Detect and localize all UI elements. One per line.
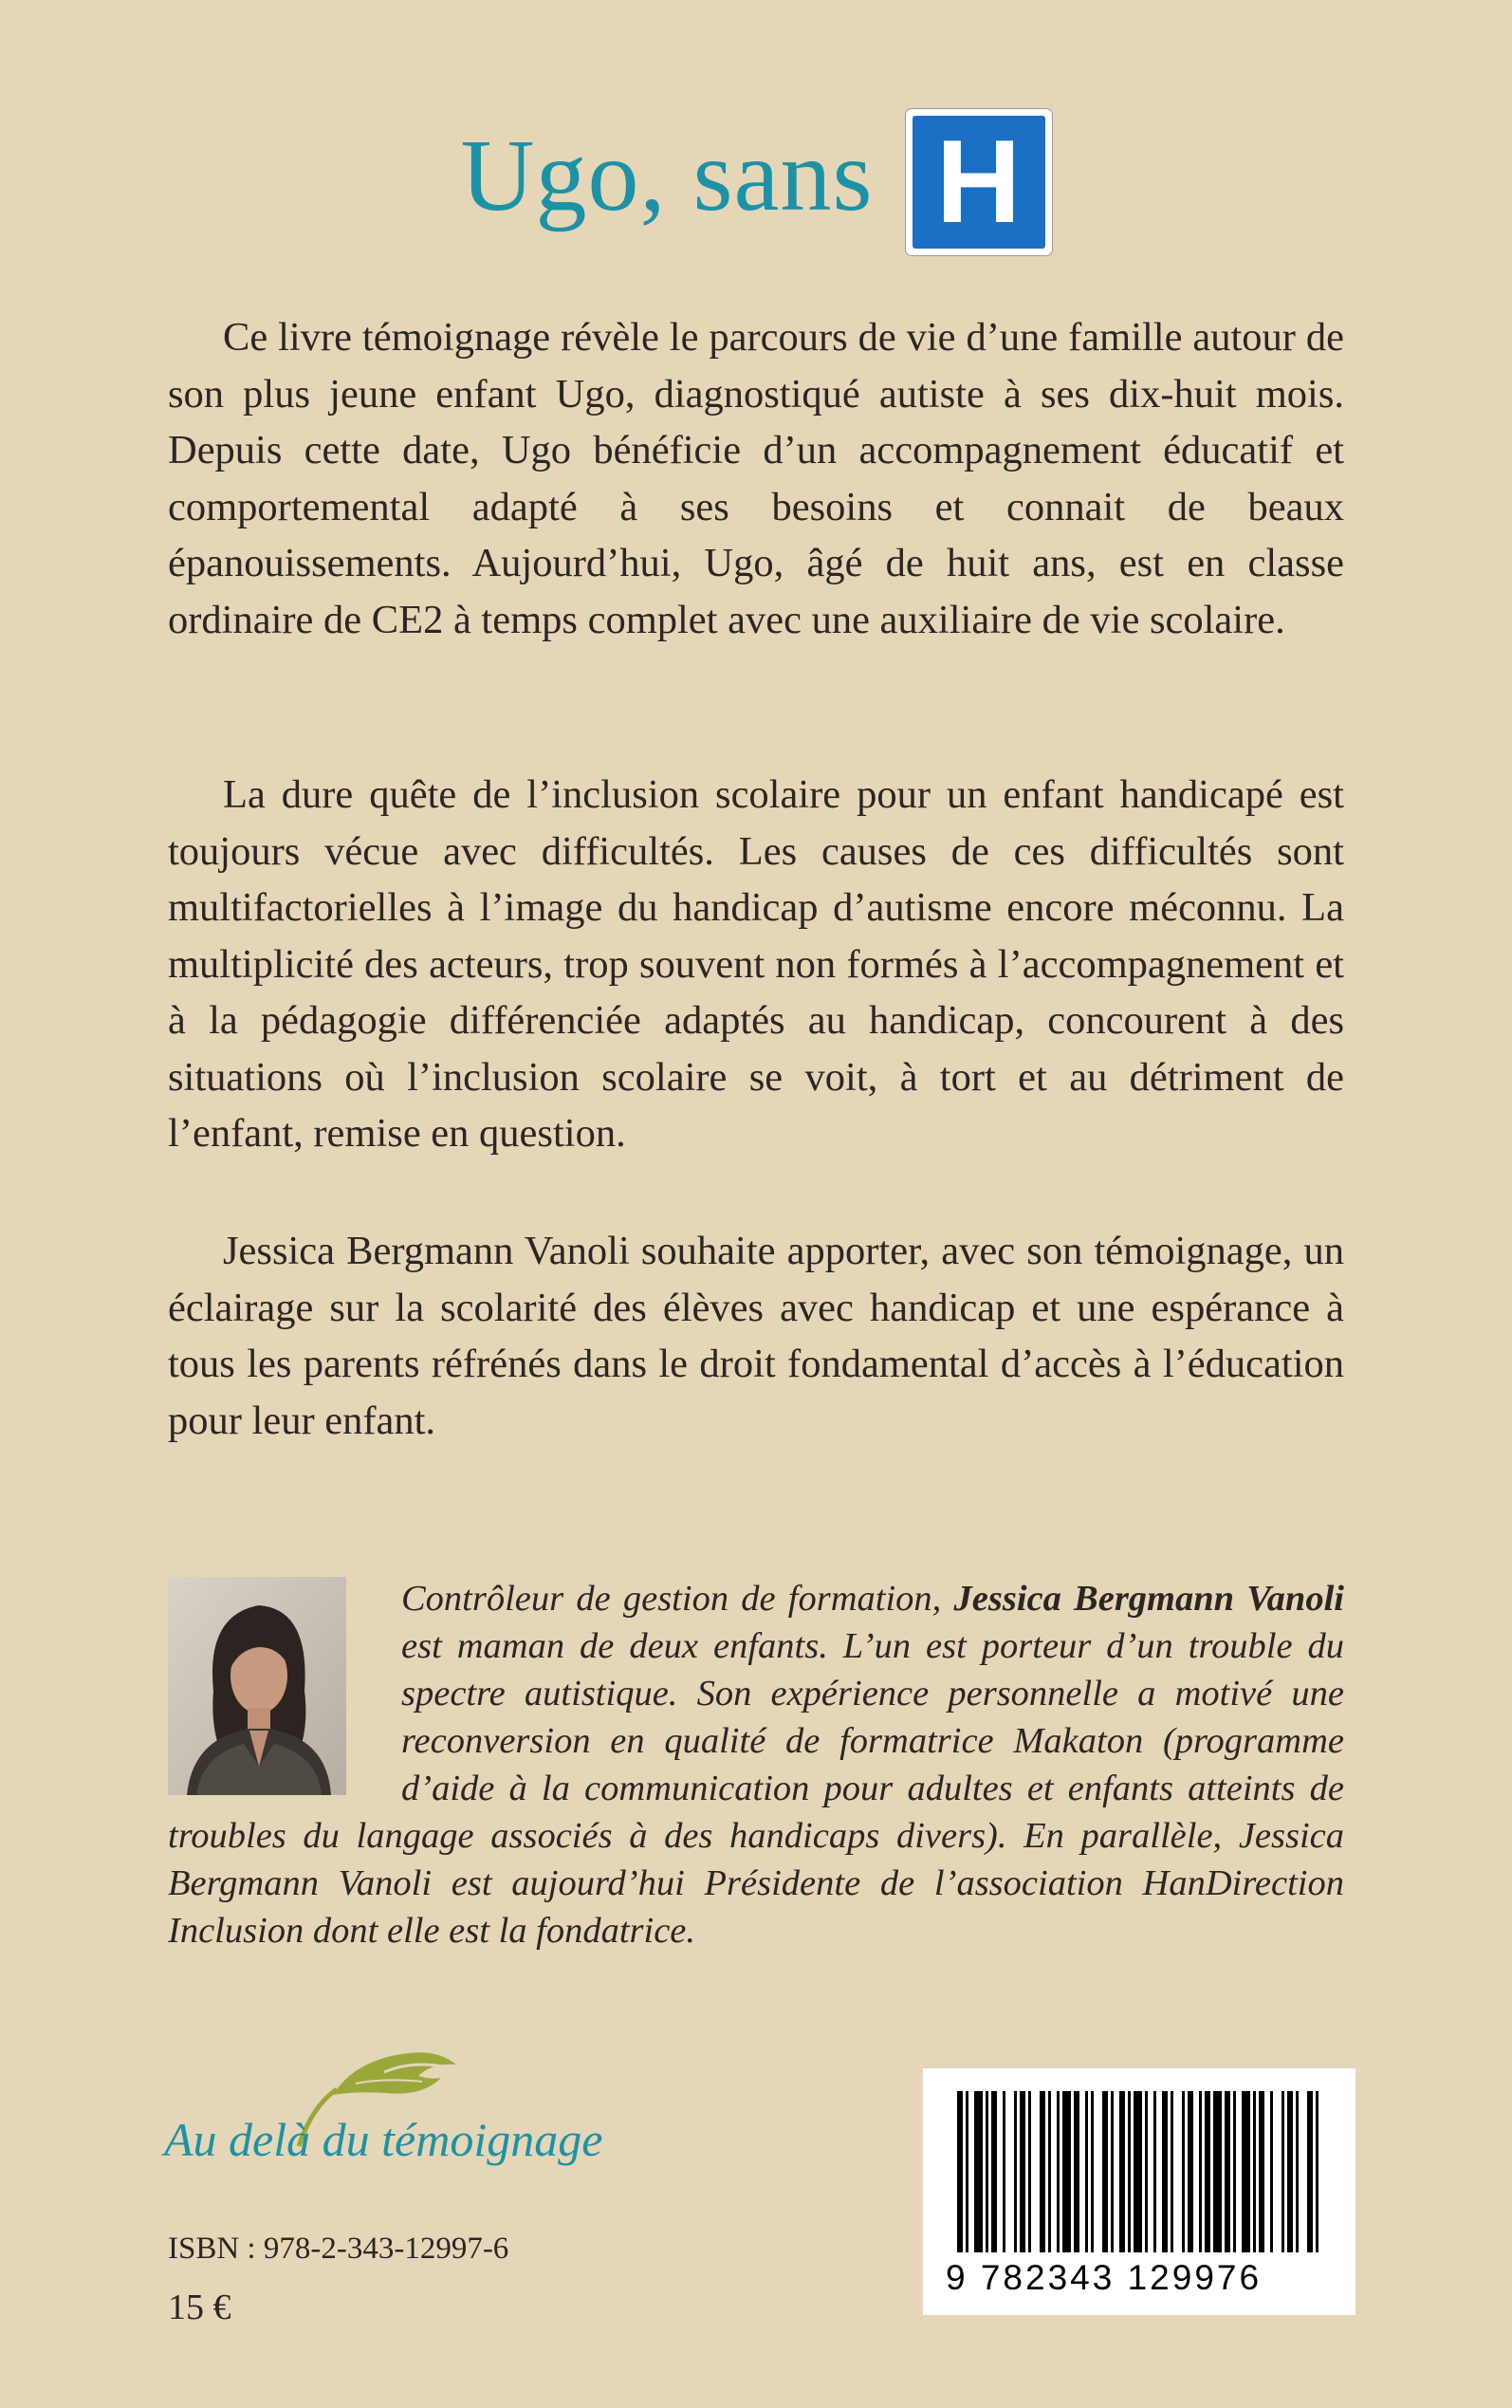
barcode-bar — [1119, 2091, 1125, 2252]
barcode-bar — [966, 2091, 968, 2252]
barcode-bar — [1182, 2091, 1185, 2252]
barcode-bar — [1014, 2091, 1017, 2252]
barcode-bar — [1062, 2091, 1071, 2252]
paragraph-text: Ce livre témoignage révèle le parcours de vie d’une famille autour de son plus jeune enfant Ugo, diagnostiqué autiste à ses dix-huit mois. Depuis cette date, Ugo bénéficie d’un accompagnement éducatif et comportemental adapté à ses besoins et connait de beaux épanouissements. Aujourd’hui, Ugo, âgé de huit ans, est en classe ordinaire de CE2 à temps complet avec une auxiliaire de vie scolaire. — [168, 315, 1344, 642]
barcode-bar — [1057, 2091, 1060, 2252]
paragraph-text: Jessica Bergmann Vanoli souhaite apporter, avec son témoignage, un éclairage sur la scolarité des élèves avec handicap et une espérance à tous les parents réfrénés dans le droit fondamental d’accès à l’éducation pour leur enfant. — [168, 1229, 1344, 1443]
hospital-sign-letter: H — [913, 116, 1045, 249]
barcode-bar — [1259, 2091, 1264, 2252]
collection-name: Au delà du témoignage — [164, 2113, 603, 2166]
barcode-bar — [1316, 2091, 1318, 2252]
author-bio — [168, 1575, 1344, 1954]
barcode-bar — [1233, 2091, 1236, 2252]
barcode-bar — [1213, 2091, 1222, 2252]
barcode-bar — [986, 2091, 988, 2252]
barcode-bar — [1188, 2091, 1193, 2252]
barcode-bar — [1128, 2091, 1131, 2252]
bio-lead: Contrôleur de gestion de formation, — [401, 1579, 954, 1619]
hospital-sign-icon — [906, 109, 1052, 255]
barcode-bar — [991, 2091, 997, 2252]
barcode-bar — [1020, 2091, 1025, 2252]
barcode-bars — [923, 2068, 1355, 2258]
barcode-bar — [1074, 2091, 1079, 2252]
barcode-bar — [974, 2091, 983, 2252]
title-row — [0, 109, 1512, 255]
barcode-bar — [1111, 2091, 1114, 2252]
barcode-digits: 9 782343 129976 — [946, 2258, 1263, 2297]
barcode-bar — [1287, 2091, 1293, 2252]
bio-author-name: Jessica Bergmann Vanoli — [953, 1579, 1344, 1619]
barcode-bar — [1205, 2091, 1210, 2252]
paragraph-text: La dure quête de l’inclusion scolaire pour un enfant handicapé est toujours vécue avec difficultés. Les causes de ces difficultés sont multifactorielles à l’image du handicap d’autisme encore méconnu. La multiplicité des acteurs, trop souvent non formés à l’accompagnement et à la pédagogie différenciée adaptés au handicap, concourent à des situations où l’inclusion scolaire se voit, à tort et au détriment de l’enfant, remise en question. — [168, 772, 1344, 1156]
barcode-bar — [1003, 2091, 1005, 2252]
barcode-bar — [1307, 2091, 1313, 2252]
barcode-bar — [1282, 2091, 1284, 2252]
barcode-bar — [1253, 2091, 1256, 2252]
barcode-bar — [1028, 2091, 1031, 2252]
barcode-bar — [1091, 2091, 1094, 2252]
barcode-bar — [1199, 2091, 1202, 2252]
barcode-bar — [1171, 2091, 1173, 2252]
author-portrait — [168, 1577, 346, 1795]
summary-paragraph-2 — [168, 767, 1344, 1162]
barcode-bar — [1225, 2091, 1230, 2252]
barcode-bar — [1085, 2091, 1088, 2252]
bio-rest: est maman de deux enfants. L’un est porteur d’un trouble du spectre autistique. Son expérience personnelle a motivé une reconversion en qualité de formatrice Makaton (programme d’aide à la communication pour adultes et enfants atteints de troubles du langage associés à des handicaps divers). En parallèle, Jessica Bergmann Vanoli est aujourd’hui Présidente de l’association HanDirection Inclusion dont elle est la fondatrice. — [168, 1626, 1344, 1951]
book-title: Ugo, sans — [460, 120, 874, 232]
summary-paragraph-1 — [168, 309, 1344, 648]
summary-paragraph-3 — [168, 1223, 1344, 1449]
isbn: ISBN : 978-2-343-12997-6 — [168, 2232, 509, 2266]
barcode-bar — [957, 2091, 963, 2252]
barcode-bar — [1270, 2091, 1273, 2252]
barcode-bar — [1102, 2091, 1108, 2252]
barcode-bar — [1153, 2091, 1156, 2252]
barcode-bar — [1040, 2091, 1045, 2252]
collection-logo — [161, 2040, 673, 2192]
barcode-bar — [1162, 2091, 1168, 2252]
barcode — [923, 2068, 1355, 2315]
barcode-bar — [1145, 2091, 1148, 2252]
barcode-bar — [1296, 2091, 1299, 2252]
price: 15 € — [168, 2288, 231, 2327]
barcode-bar — [1242, 2091, 1250, 2252]
barcode-bar — [1048, 2091, 1051, 2252]
barcode-bar — [1134, 2091, 1142, 2252]
